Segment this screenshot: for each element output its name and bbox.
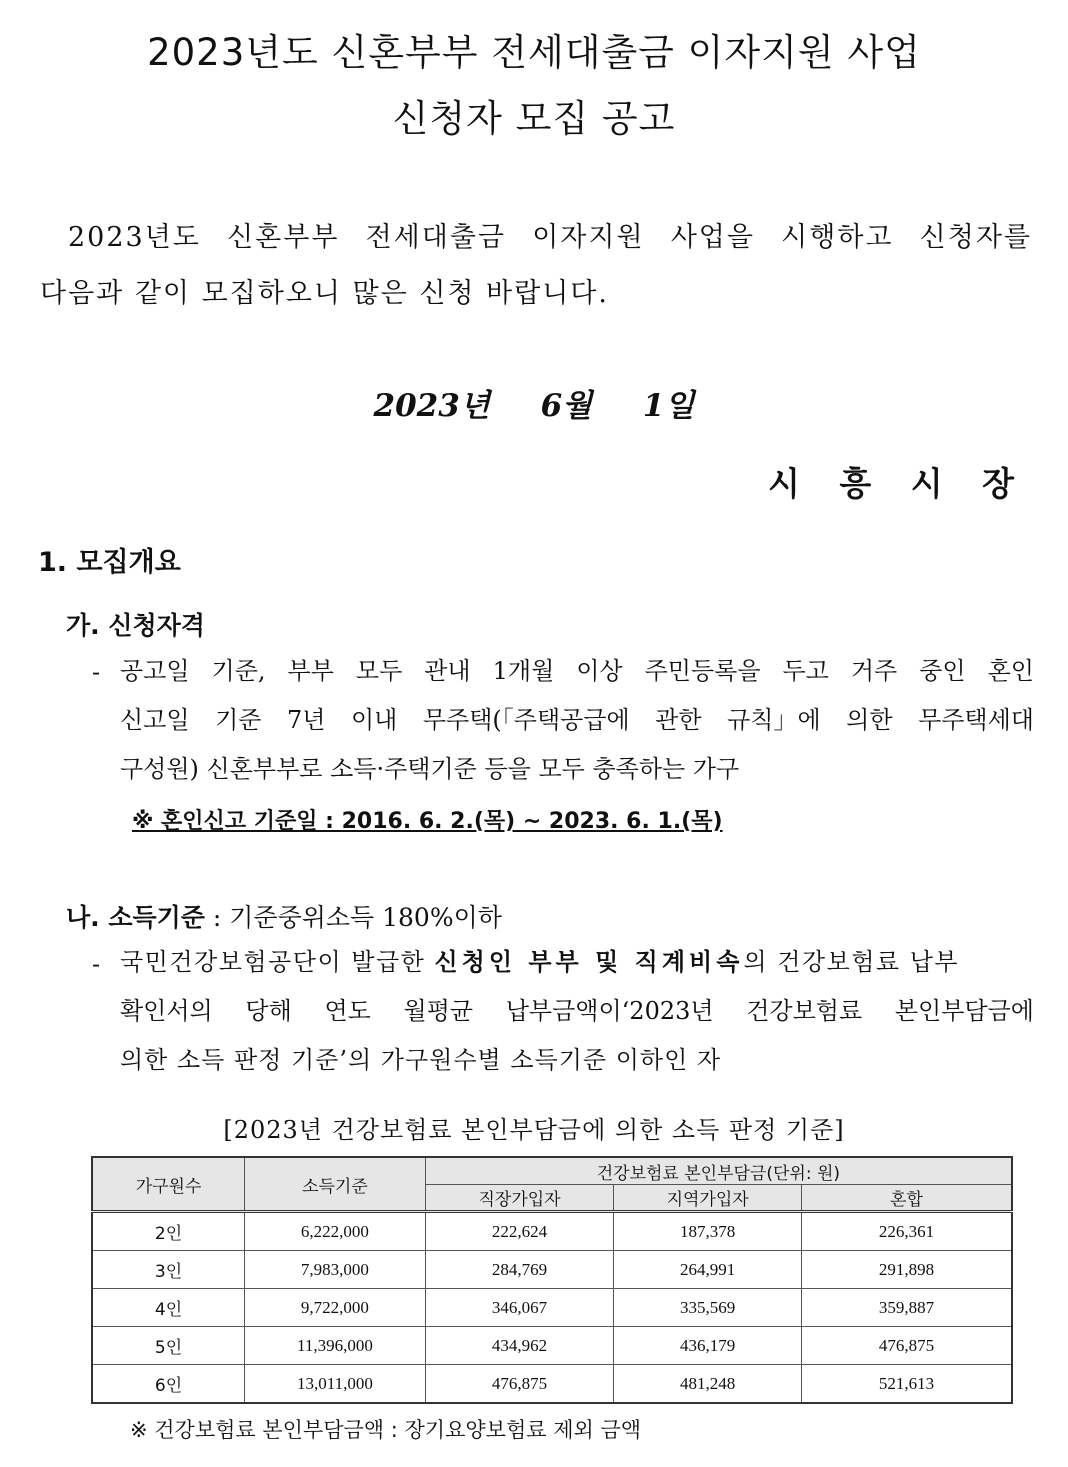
eligibility-word: 신고일 xyxy=(120,706,190,734)
intro-word: 2023년도 xyxy=(68,222,201,253)
header-premium-group: 건강보험료 본인부담금(단위: 원) xyxy=(425,1157,1012,1185)
income-word: 연도 xyxy=(324,997,371,1025)
eligibility-word: 거주 xyxy=(850,657,898,685)
eligibility-word: 혼인 xyxy=(987,657,1034,685)
income-word: 납부금액이‘2023년 xyxy=(505,997,714,1025)
eligibility-word: 관내 xyxy=(424,657,471,685)
cell-mixed: 476,875 xyxy=(801,1327,1012,1365)
header-mixed: 혼합 xyxy=(801,1185,1012,1212)
cell-employee: 284,769 xyxy=(425,1251,614,1289)
eligibility-word: 무주택(「주택공급에 xyxy=(422,706,630,734)
income-line1-start: 국민건강보험공단이 발급한 xyxy=(120,948,435,976)
table-row xyxy=(92,1251,1012,1289)
header-employee: 직장가입자 xyxy=(425,1185,614,1212)
income-word: 본인부담금에 xyxy=(894,997,1034,1025)
eligibility-line3: 구성원) 신혼부부로 소득·주택기준 등을 모두 충족하는 가구 xyxy=(120,755,740,783)
cell-income: 9,722,000 xyxy=(245,1289,426,1327)
cell-mixed: 226,361 xyxy=(801,1212,1012,1251)
date-month: 6월 xyxy=(540,388,593,424)
eligibility-word: 이내 xyxy=(350,706,398,734)
intro-word: 신청자를 xyxy=(919,222,1032,253)
income-line1 xyxy=(120,936,1034,989)
intro-word: 사업을 xyxy=(670,222,755,253)
table-row xyxy=(92,1289,1012,1327)
cell-regional: 481,248 xyxy=(614,1365,802,1404)
page-title-line1: 2023년도 신혼부부 전세대출금 이자지원 사업 xyxy=(147,31,921,74)
cell-income: 7,983,000 xyxy=(245,1251,426,1289)
header-income: 소득기준 xyxy=(245,1157,426,1212)
cell-household: 5인 xyxy=(92,1327,245,1365)
eligibility-word: 7년 xyxy=(286,706,326,734)
eligibility-word: 모두 xyxy=(355,657,403,685)
section-heading: 1. 모집개요 xyxy=(38,547,181,578)
cell-mixed: 291,898 xyxy=(801,1251,1012,1289)
dash-bullet: - xyxy=(92,950,101,978)
intro-word: 신혼부부 xyxy=(227,222,340,253)
eligibility-word: 기준 xyxy=(215,706,262,734)
income-word: 당해 xyxy=(245,997,292,1025)
eligibility-word: 두고 xyxy=(782,657,829,685)
table-row xyxy=(92,1327,1012,1365)
eligibility-word: 관한 xyxy=(655,706,702,734)
income-word: 월평균 xyxy=(403,997,474,1025)
table-row xyxy=(92,1212,1012,1251)
intro-word: 전세대출금 xyxy=(365,222,507,253)
cell-income: 6,222,000 xyxy=(245,1212,426,1251)
cell-regional: 436,179 xyxy=(614,1327,802,1365)
eligibility-word: 공고일 xyxy=(120,657,190,685)
cell-regional: 335,569 xyxy=(614,1289,802,1327)
income-word: 확인서의 xyxy=(120,997,213,1025)
intro-line2: 다음과 같이 모집하오니 많은 신청 바랍니다. xyxy=(40,278,609,309)
eligibility-word: 기준, xyxy=(211,657,266,685)
cell-income: 13,011,000 xyxy=(245,1365,426,1404)
cell-employee: 222,624 xyxy=(425,1212,614,1251)
income-line2 xyxy=(120,985,1034,1038)
income-heading-label: 나. 소득기준 xyxy=(66,903,205,932)
subsection-ga-heading: 가. 신청자격 xyxy=(66,611,205,640)
header-regional: 지역가입자 xyxy=(614,1185,802,1212)
cell-household: 6인 xyxy=(92,1365,245,1404)
dash-bullet: - xyxy=(92,658,101,686)
eligibility-word: 의한 xyxy=(846,706,893,734)
income-word: 건강보험료 xyxy=(746,997,863,1025)
cell-regional: 264,991 xyxy=(614,1251,802,1289)
header-household: 가구원수 xyxy=(92,1157,245,1212)
income-heading-rest: : 기준중위소득 180%이하 xyxy=(204,903,502,932)
announcement-date xyxy=(0,380,1068,425)
eligibility-line2 xyxy=(120,694,1034,747)
eligibility-word: 규칙」에 xyxy=(727,706,821,734)
cell-household: 4인 xyxy=(92,1289,245,1327)
eligibility-word: 무주택세대 xyxy=(918,706,1034,734)
intro-line1 xyxy=(68,210,1032,265)
cell-employee: 476,875 xyxy=(425,1365,614,1404)
cell-mixed: 521,613 xyxy=(801,1365,1012,1404)
eligibility-word: 중인 xyxy=(919,657,966,685)
table-row xyxy=(92,1365,1012,1404)
eligibility-word: 주민등록을 xyxy=(644,657,761,685)
cell-mixed: 359,887 xyxy=(801,1289,1012,1327)
intro-word: 이자지원 xyxy=(532,222,645,253)
cell-employee: 434,962 xyxy=(425,1327,614,1365)
cell-household: 2인 xyxy=(92,1212,245,1251)
eligibility-word: 1개월 xyxy=(492,657,555,685)
issuer: 시 흥 시 장 xyxy=(768,464,1028,503)
table-footnote: ※ 건강보험료 본인부담금액 : 장기요양보험료 제외 금액 xyxy=(130,1418,642,1442)
cell-employee: 346,067 xyxy=(425,1289,614,1327)
cell-income: 11,396,000 xyxy=(245,1327,426,1365)
subsection-na-heading xyxy=(66,898,502,934)
page-title-line2: 신청자 모집 공고 xyxy=(392,97,676,140)
eligibility-word: 이상 xyxy=(576,657,623,685)
eligibility-line1 xyxy=(120,645,1034,698)
marriage-date-note: ※ 혼인신고 기준일 : 2016. 6. 2.(목) ~ 2023. 6. 1.(목) xyxy=(132,809,723,834)
date-year: 2023년 xyxy=(373,388,490,424)
income-line1-bold: 신청인 부부 및 직계비속 xyxy=(434,948,744,976)
cell-household: 3인 xyxy=(92,1251,245,1289)
table-caption: [2023년 건강보험료 본인부담금에 의한 소득 판정 기준] xyxy=(223,1116,845,1144)
intro-word: 시행하고 xyxy=(781,222,894,253)
income-line1-end: 의 건강보험료 납부 xyxy=(743,948,960,976)
income-line3: 의한 소득 판정 기준’의 가구원수별 소득기준 이하인 자 xyxy=(120,1046,722,1074)
income-criteria-table xyxy=(91,1156,1013,1404)
date-day: 1일 xyxy=(642,388,695,424)
eligibility-word: 부부 xyxy=(287,657,334,685)
cell-regional: 187,378 xyxy=(614,1212,802,1251)
